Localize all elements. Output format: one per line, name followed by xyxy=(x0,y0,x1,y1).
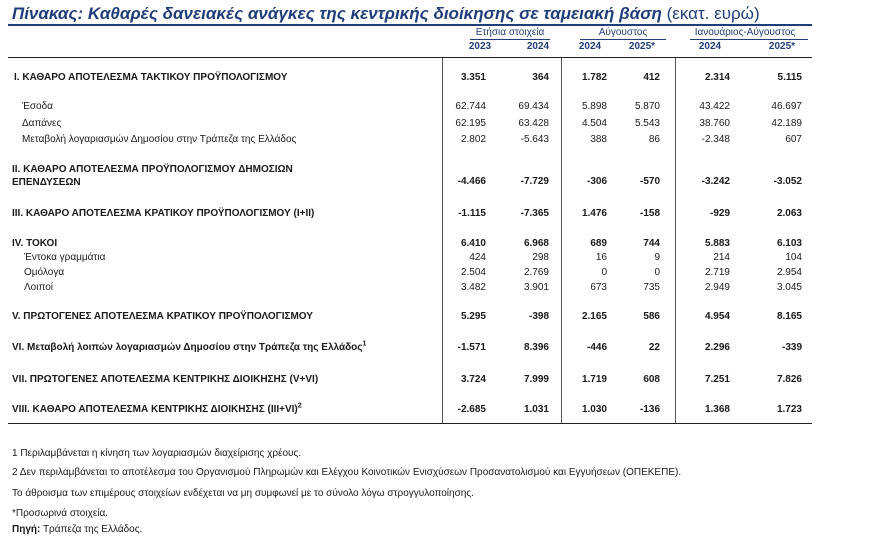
cell-janaug-2024: 4.954 xyxy=(704,311,730,322)
cell-annual-2024: -398 xyxy=(528,311,549,322)
cell-august-2025: 86 xyxy=(648,134,660,145)
table-row xyxy=(0,72,820,85)
header-rule xyxy=(8,57,812,58)
header-group-august: Αύγουστος xyxy=(598,27,648,38)
cell-august-2025: 5.870 xyxy=(634,101,660,112)
cell-annual-2024: 69.434 xyxy=(518,101,549,112)
cell-janaug-2025: 607 xyxy=(785,134,802,145)
cell-august-2024: 689 xyxy=(590,238,607,249)
header-underline-jan-aug xyxy=(690,39,808,40)
cell-annual-2023: 2.802 xyxy=(460,134,486,145)
cell-annual-2024: 8.396 xyxy=(523,342,549,353)
cell-august-2025: 5.543 xyxy=(634,118,660,129)
header-year-annual-2023: 2023 xyxy=(468,41,492,52)
cell-august-2024: 0 xyxy=(601,267,607,278)
cell-janaug-2025: 104 xyxy=(785,252,802,263)
row-label: IV. ΤΟΚΟΙ xyxy=(12,238,58,249)
cell-janaug-2025: 6.103 xyxy=(776,238,802,249)
cell-janaug-2024: 43.422 xyxy=(699,101,730,112)
page-title xyxy=(12,4,760,24)
cell-annual-2024: -7.365 xyxy=(520,208,549,219)
cell-janaug-2024: 2.719 xyxy=(704,267,730,278)
cell-janaug-2024: 2.314 xyxy=(704,72,730,83)
cell-janaug-2024: 2.296 xyxy=(704,342,730,353)
cell-august-2024: 16 xyxy=(595,252,607,263)
header-underline-annual xyxy=(470,39,550,40)
cell-annual-2023: -1.115 xyxy=(458,208,486,219)
table-row xyxy=(0,208,820,221)
header-year-august-2025: 2025* xyxy=(628,41,656,52)
cell-janaug-2024: -929 xyxy=(709,208,730,219)
header-year-janaug-2024: 2024 xyxy=(698,41,722,52)
cell-annual-2023: 3.351 xyxy=(460,72,486,83)
source-label: Πηγή: xyxy=(12,524,41,535)
cell-annual-2023: 5.295 xyxy=(460,311,486,322)
row-label: III. ΚΑΘΑΡΟ ΑΠΟΤΕΛΕΣΜΑ ΚΡΑΤΙΚΟΥ ΠΡΟΫΠΟΛΟΓΙΣΜΟΥ (I+II) xyxy=(12,208,315,219)
cell-janaug-2025: 1.723 xyxy=(776,404,802,415)
row-label-text: VI. Μεταβολή λοιπών λογαριασμών Δημοσίου στην Τράπεζα της Ελλάδος xyxy=(12,342,363,353)
cell-janaug-2024: -2.348 xyxy=(701,134,730,145)
cell-annual-2023: -2.685 xyxy=(457,404,486,415)
cell-annual-2023: 62.744 xyxy=(455,101,486,112)
cell-annual-2024: 63.428 xyxy=(518,118,549,129)
cell-august-2025: -570 xyxy=(639,176,660,187)
row-label: Ομόλογα xyxy=(24,267,65,278)
title-rule xyxy=(8,24,812,26)
cell-janaug-2024: 2.949 xyxy=(704,282,730,293)
cell-august-2025: -158 xyxy=(639,208,660,219)
cell-august-2024: 1.030 xyxy=(581,404,607,415)
cell-annual-2023: 3.482 xyxy=(460,282,486,293)
footnote-ref: 1 xyxy=(362,340,367,348)
header-group-jan-aug: Ιανουάριος-Αύγουστος xyxy=(694,27,796,38)
cell-annual-2024: 2.769 xyxy=(523,267,549,278)
cell-annual-2024: 1.031 xyxy=(523,404,549,415)
row-label xyxy=(12,342,366,353)
cell-annual-2024: 364 xyxy=(532,72,549,83)
row-label: V. ΠΡΩΤΟΓΕΝΕΣ ΑΠΟΤΕΛΕΣΜΑ ΚΡΑΤΙΚΟΥ ΠΡΟΫΠΟΛΟΓΙΣΜΟΥ xyxy=(12,311,313,322)
cell-august-2025: 744 xyxy=(643,238,660,249)
cell-janaug-2025: -3.052 xyxy=(773,176,802,187)
cell-august-2025: -136 xyxy=(639,404,660,415)
row-label xyxy=(12,404,302,415)
row-label: I. ΚΑΘΑΡΟ ΑΠΟΤΕΛΕΣΜΑ ΤΑΚΤΙΚΟΥ ΠΡΟΫΠΟΛΟΓΙΣΜΟΥ xyxy=(14,72,288,83)
cell-janaug-2024: 5.883 xyxy=(704,238,730,249)
cell-annual-2023: 424 xyxy=(469,252,486,263)
table-bottom-rule xyxy=(8,423,812,424)
cell-august-2024: 4.504 xyxy=(581,118,607,129)
source-text: Τράπεζα της Ελλάδος. xyxy=(42,524,143,535)
cell-annual-2023: 3.724 xyxy=(460,374,486,385)
table-row xyxy=(0,134,820,147)
cell-august-2024: 673 xyxy=(590,282,607,293)
cell-august-2025: 9 xyxy=(654,252,660,263)
cell-august-2024: 2.165 xyxy=(581,311,607,322)
title-unit: (εκατ. ευρώ) xyxy=(666,4,760,23)
row-label-text: VIII. ΚΑΘΑΡΟ ΑΠΟΤΕΛΕΣΜΑ ΚΕΝΤΡΙΚΗΣ ΔΙΟΙΚΗΣΗΣ (III+VI) xyxy=(12,404,298,415)
cell-annual-2024: 6.968 xyxy=(523,238,549,249)
footnote-2: 2 Δεν περιλαμβάνεται το αποτέλεσμα του Οργανισμού Πληρωμών και Ελέγχου Κοινοτικών Ενισχύσεων Προσανατολισμού και Εγγυήσεων (ΟΠΕΚΕΠΕ). xyxy=(12,467,682,478)
cell-august-2024: 1.719 xyxy=(581,374,607,385)
cell-annual-2023: 2.504 xyxy=(460,267,486,278)
cell-august-2025: 586 xyxy=(643,311,660,322)
footnote-provisional: *Προσωρινά στοιχεία. xyxy=(12,508,109,519)
cell-august-2025: 608 xyxy=(643,374,660,385)
cell-janaug-2025: 5.115 xyxy=(777,72,802,83)
cell-janaug-2025: -339 xyxy=(781,342,802,353)
table-row xyxy=(0,282,820,295)
table-row xyxy=(0,404,820,417)
cell-janaug-2025: 2.954 xyxy=(776,267,802,278)
cell-august-2024: 1.782 xyxy=(581,72,607,83)
cell-janaug-2025: 8.165 xyxy=(776,311,802,322)
cell-annual-2024: 3.901 xyxy=(523,282,549,293)
cell-janaug-2025: 42.189 xyxy=(771,118,802,129)
cell-annual-2023: 6.410 xyxy=(460,238,486,249)
header-underline-august xyxy=(580,39,666,40)
cell-janaug-2024: 1.368 xyxy=(704,404,730,415)
table-row xyxy=(0,311,820,324)
row-label: VII. ΠΡΩΤΟΓΕΝΕΣ ΑΠΟΤΕΛΕΣΜΑ ΚΕΝΤΡΙΚΗΣ ΔΙΟΙΚΗΣΗΣ (V+VI) xyxy=(12,374,319,385)
cell-annual-2024: -5.643 xyxy=(520,134,549,145)
cell-annual-2023: -1.571 xyxy=(457,342,486,353)
cell-august-2024: 5.898 xyxy=(581,101,607,112)
table-row xyxy=(0,118,820,131)
source-note xyxy=(12,524,142,535)
cell-annual-2023: -4.466 xyxy=(457,176,486,187)
cell-annual-2024: 298 xyxy=(532,252,549,263)
row-label: II. ΚΑΘΑΡΟ ΑΠΟΤΕΛΕΣΜΑ ΠΡΟΫΠΟΛΟΓΙΣΜΟΥ ΔΗΜΟΣΙΩΝ ΕΠΕΝΔΥΣΕΩΝ xyxy=(12,164,293,188)
cell-august-2024: 388 xyxy=(590,134,607,145)
cell-janaug-2025: 3.045 xyxy=(776,282,802,293)
cell-janaug-2025: 2.063 xyxy=(776,208,802,219)
cell-august-2025: 0 xyxy=(654,267,660,278)
header-year-august-2024: 2024 xyxy=(578,41,602,52)
title-main: Πίνακας: Καθαρές δανειακές ανάγκες της κεντρικής διοίκησης σε ταμειακή βάση xyxy=(12,4,662,23)
row-label: Έσοδα xyxy=(22,101,53,112)
cell-janaug-2024: 38.760 xyxy=(699,118,730,129)
footnote-rounding: Το άθροισμα των επιμέρους στοιχείων ενδέχεται να μη συμφωνεί με το σύνολο λόγω στρογγυλοποίησης. xyxy=(12,488,474,499)
cell-janaug-2024: -3.242 xyxy=(701,176,730,187)
cell-august-2025: 22 xyxy=(648,342,660,353)
cell-august-2025: 735 xyxy=(643,282,660,293)
header-year-annual-2024: 2024 xyxy=(526,41,550,52)
cell-janaug-2025: 46.697 xyxy=(771,101,802,112)
row-label: Έντοκα γραμμάτια xyxy=(24,252,106,263)
cell-annual-2024: -7.729 xyxy=(520,176,549,187)
footnote-ref: 2 xyxy=(297,402,302,410)
cell-janaug-2024: 7.251 xyxy=(704,374,730,385)
cell-annual-2024: 7.999 xyxy=(523,374,549,385)
cell-august-2025: 412 xyxy=(643,72,660,83)
cell-janaug-2024: 214 xyxy=(713,252,730,263)
table-row xyxy=(0,163,820,188)
row-label: Μεταβολή λογαριασμών Δημοσίου στην Τράπεζα της Ελλάδος xyxy=(22,134,297,145)
table-row xyxy=(0,101,820,114)
cell-janaug-2025: 7.826 xyxy=(776,374,802,385)
cell-august-2024: 1.476 xyxy=(581,208,607,219)
cell-annual-2023: 62.195 xyxy=(455,118,486,129)
footnote-1: 1 Περιλαμβάνεται η κίνηση των λογαριασμών διαχείρισης χρέους. xyxy=(12,448,302,459)
header-year-janaug-2025: 2025* xyxy=(768,41,796,52)
row-label: Δαπάνες xyxy=(22,118,62,129)
table-row xyxy=(0,267,820,280)
cell-august-2024: -306 xyxy=(586,176,607,187)
row-label: Λοιποί xyxy=(24,282,54,293)
header-group-annual: Ετήσια στοιχεία xyxy=(475,27,545,38)
table-row xyxy=(0,374,820,387)
table-row xyxy=(0,342,820,355)
table-row xyxy=(0,252,820,265)
table-row xyxy=(0,238,820,251)
cell-august-2024: -446 xyxy=(586,342,607,353)
